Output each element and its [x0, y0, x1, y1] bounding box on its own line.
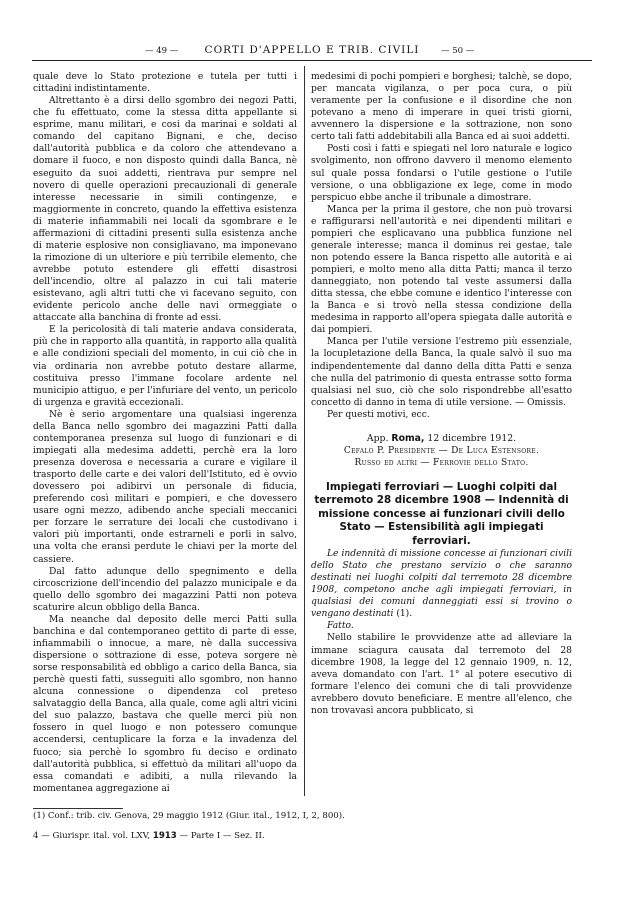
court-date-line [311, 433, 572, 445]
footer-suffix: — Parte I — Sez. II. [179, 831, 265, 841]
case-heading: Impiegati ferroviari — Luoghi colpiti dal terremoto 28 dicembre 1908 — Indennità di missione concesse ai funzionari civili dello Stato — Estensibilità agli impiegati ferroviari. [314, 481, 569, 547]
column-divider [304, 66, 305, 796]
paragraph: Dal fatto adunque dello spegnimento e della circoscrizione dell'incendio del palazzo municipale e da quello dello sgombro dei magazzini Patti non poteva scaturire alcun obbligo della Banca. [33, 566, 297, 613]
court-parties: Russo ed altri — Ferrovie dello Stato. [354, 457, 529, 468]
paragraph: Manca per l'utile versione l'estremo più essenziale, la locupletazione della Banca, la quale salvò il suo ma indipendentemente dal danno della ditta Patti e senza che nulla del patrimonio di questa entrasse sotto forma qualsiasi nel suo, ciò che solo rispondrebbe all'esatto concetto di danno in tema di utile versione. — Omissis. [311, 337, 572, 408]
fatto-heading: Fatto. [327, 621, 354, 632]
page-footer [33, 831, 573, 841]
header-rule [32, 60, 592, 61]
footnote: (1) Conf.: trib. civ. Genova, 29 maggio 1912 (Giur. ital., 1912, I, 2, 800). [33, 811, 345, 821]
running-title: CORTI D'APPELLO E TRIB. CIVILI [204, 44, 420, 56]
right-column [311, 71, 572, 717]
court-prefix: App. [366, 432, 389, 444]
paragraph: Manca per la prima il gestore, che non può trovarsi e raffigurarsi nell'autorità e nei dipendenti militari e pompieri che esplicavano una pubblica funzione nel generale interesse; manca il dominus rei gestae, tale non potendo essere la Banca rispetto alle autorità e ai pompieri, e molto meno alla ditta Patti; manca il terzo danneggiato, non potendo tal veste assumersi dalla ditta stessa, che ebbe comune e identico l'interesse con la Banca e si trovò nella stessa condizione della medesima in rapporto all'opera spiegata dalle autorità e dai pompieri. [311, 204, 572, 336]
paragraph: E la pericolosità di tali materie andava considerata, più che in rapporto alla quantità, in rapporto alla qualità e alle condizioni speciali del momento, in cui ciò che in via ordinaria non avrebbe potuto destare allarme, costituiva presso l'immane focolare ardente nel municipio attiguo, e per l'infuriare del vento, un pericolo di urgenza e gravità eccezionali. [33, 325, 297, 408]
court-city: Roma, [391, 432, 425, 444]
paragraph: quale deve lo Stato protezione e tutela per tutti i cittadini indistintamente. [33, 72, 297, 95]
page-number-right: — 50 — [441, 46, 475, 56]
paragraph: Per questi motivi, ecc. [327, 409, 430, 420]
paragraph: medesimi di pochi pompieri e borghesi; talchè, se dopo, per mancata vigilanza, o per poca cura, o più veramente per la confusione e il disordine che non potevano a meno di imperare in quei tristi giorni, avvennero la dispersione e la sottrazione, non sono certo tali fatti addebitabili alla Banca ed ai suoi addetti. [311, 72, 572, 143]
footnote-ref: (1). [396, 609, 413, 620]
left-column [33, 71, 297, 795]
court-decision-header [311, 433, 572, 469]
court-date: 12 dicembre 1912. [427, 432, 517, 444]
footnote-rule [33, 808, 123, 809]
case-summary [311, 548, 572, 620]
footer-prefix: 4 — Giurispr. ital. vol. LXV, [33, 831, 151, 841]
court-judges: Cefalo P. Presidente — De Luca Estensore. [343, 445, 540, 456]
paragraph: Nè è serio argomentare una qualsiasi ingerenza della Banca nello sgombro dei magazzini Patti dalla contemporanea presenza sul luogo di funzionari e di impiegati alla medesima addetti, perchè era la loro presenza doverosa e necessaria a curare e vigilare il trasporto delle carte e dei valori dell'Istituto, ed è ovvio dovessero poi adibirvi un personale di fiducia, preferendo così militari e pompieri, e che dovessero usare ogni mezzo, adibendo anche speciali meccanici per forzare le serrature dei locali che custodivano i valori più importanti, onde estrarneli e porli in salvo, una volta che eransi perdute le chiavi per la morte del cassiere. [33, 409, 297, 565]
paragraph: Posti così i fatti e spiegati nel loro naturale e logico svolgimento, non offrono davvero il menomo elemento sul quale possa fondarsi o l'utile gestione o l'utile versione, o una obbligazione ex lege, come in modo perspicuo ebbe anche il tribunale a dimostrare. [311, 144, 572, 203]
page-header [32, 40, 592, 60]
footer-year: 1913 [152, 831, 177, 841]
paragraph: Nello stabilire le provvidenze atte ad alleviare la immane sciagura causata dal terremoto del 28 dicembre 1908, la legge del 12 gennaio 1909, n. 12, aveva domandato con l'art. 1° al potere esecutivo di formare l'elenco dei comuni che di tali provvidenze avrebbero dovuto beneficiare. E mentre all'elenco, che non trovavasi ancora pubblicato, si [311, 633, 572, 716]
paragraph: Ma neanche dal deposito delle merci Patti sulla banchina e dal contemporaneo gettito di parte di esse, infiammabili o innocue, a mare, nè dalla successiva dispersione o sottrazione di esse, poteva sorgere nè sorse responsabilità ed obbligo a carico della Banca, sia perchè questi fatti, susseguiti allo sgombro, non hanno alcuna connessione o dipendenza col preteso salvataggio della Banca, alla quale, come agli altri vicini del suo palazzo, bastava che quelle merci più non fossero in quel luogo e non potessero comunque accendersi, centuplicare la forza e la invadenza del fuoco; sia perchè lo sgombro fu deciso e ordinato dall'autorità pubblica, si effettuò da militari all'uopo da essa comandati e adibiti, a nulla rilevando la momentanea aggregazione ai [33, 614, 297, 794]
paragraph: Altrettanto è a dirsi dello sgombro dei negozi Patti, che fu effettuato, come la stessa ditta appellante si esprime, manu militari, e cosi da marinai e soldati al comando del capitano Bignani, e che, deciso dall'autorità pubblica e da coloro che attendevano a domare il fuoco, e non disposto quindi dalla Banca, nè eseguito da suoi addetti, rientrava pur sempre nel novero di quelle operazioni precauzionali di generale interesse necessarie in simili contingenze, e maggiormente in concreto, quando la effettiva esistenza di materie infiammabili nei locali da sgombrare e le affermazioni di cittadini presenti sulla esistenza anche di materie esplosive non consigliavano, ma imponevano la rimozione di un ulteriore e più terribile elemento, che avrebbe potuto estendere gli effetti disastrosi dell'incendio, oltre al palazzo in cui tali materie esistevano, agli altri tutti che vi facevano seguito, con evidente pericolo anche delle navi ormeggiate o attaccate alla banchina di fronte ad essi. [33, 96, 297, 324]
case-summary-text: Le indennità di missione concesse ai funzionari civili dello Stato che prestano servizio o che saranno destinati nei luoghi colpiti dal terremoto 28 dicembre 1908, competono anche agli impiegati ferroviari, in qualsiasi dei comuni danneggiati essi si trovino o vengano destinati [311, 549, 572, 620]
page-number-left: — 49 — [145, 46, 179, 56]
